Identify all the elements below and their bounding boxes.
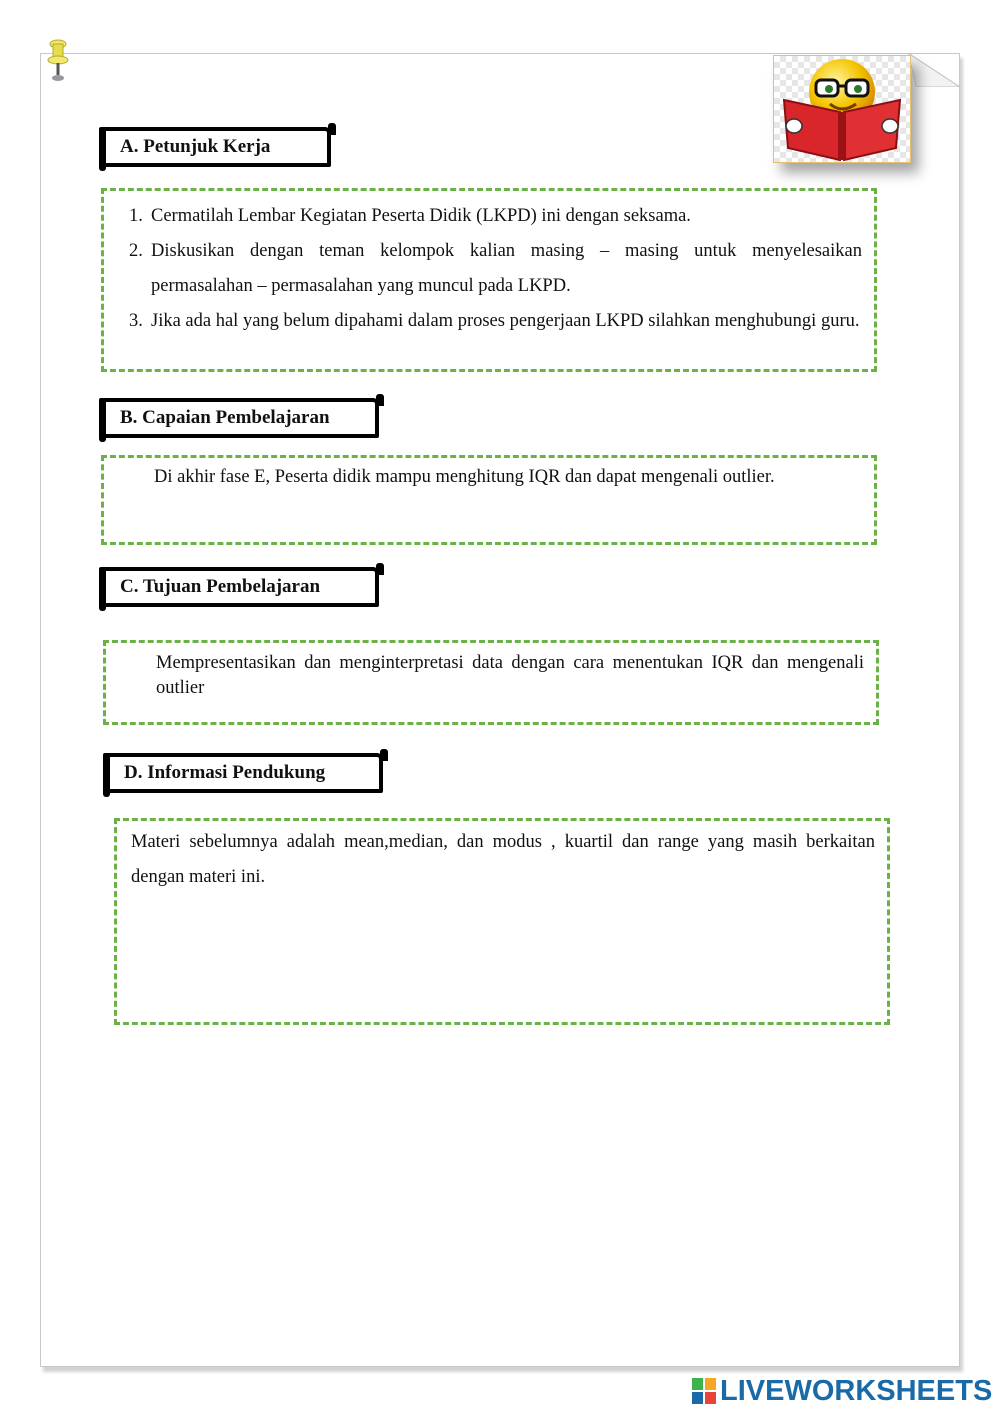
list-item: 3. Jika ada hal yang belum dipahami dalam proses pengerjaan LKPD silahkan menghubungi guru. [129, 311, 860, 331]
section-b-box [101, 455, 877, 545]
section-a-heading-text: A. Petunjuk Kerja [120, 136, 271, 157]
learning-objective-text: Mempresentasikan dan menginterpretasi data dengan cara menentukan IQR dan mengenali outlier [156, 653, 864, 698]
instruction-list [104, 199, 874, 339]
list-item: 2. Diskusikan dengan teman kelompok kalian masing – masing untuk menyelesaikan permasalahan – permasalahan yang muncul pada LKPD. [129, 241, 862, 296]
brand-name: LIVEWORKSHEETS [720, 1374, 993, 1407]
liveworksheets-brand[interactable] [692, 1374, 992, 1408]
section-c-heading-text: C. Tujuan Pembelajaran [120, 576, 321, 597]
section-d-heading-text: D. Informasi Pendukung [124, 762, 326, 783]
supporting-info-text: Materi sebelumnya adalah mean,median, dan modus , kuartil dan range yang masih berkaitan dengan materi ini. [131, 832, 875, 887]
list-item: 1. Cermatilah Lembar Kegiatan Peserta Didik (LKPD) ini dengan seksama. [129, 206, 691, 226]
page-corner-fold [908, 53, 960, 87]
section-a-heading [99, 127, 331, 167]
section-d-heading [103, 753, 383, 793]
section-c-heading [99, 567, 379, 607]
liveworksheets-logo-icon [692, 1378, 716, 1404]
pushpin-icon [44, 38, 72, 84]
section-b-heading-text: B. Capaian Pembelajaran [120, 407, 330, 428]
section-b-heading [99, 398, 379, 438]
section-c-box [103, 640, 879, 725]
learning-outcome-text: Di akhir fase E, Peserta didik mampu menghitung IQR dan dapat mengenali outlier. [154, 467, 775, 487]
section-d-box [114, 818, 890, 1025]
section-a-box [101, 188, 877, 372]
smiley-reading-book-icon [773, 55, 911, 163]
